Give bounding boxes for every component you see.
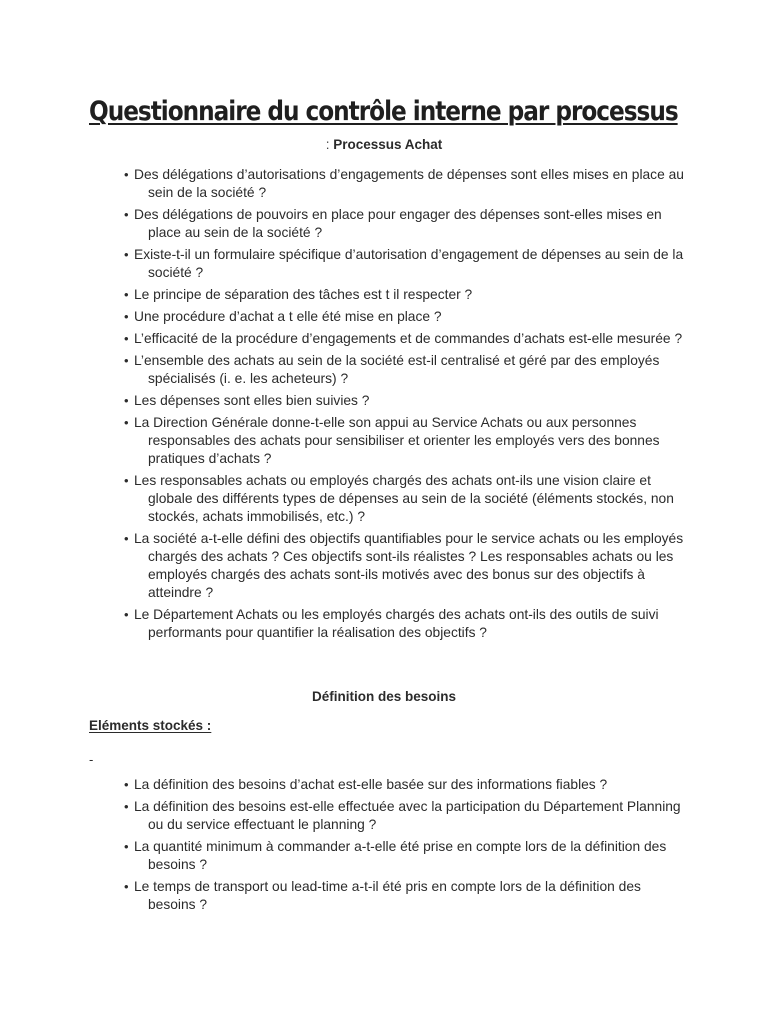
list-item bbox=[124, 206, 684, 242]
question-text: La Direction Générale donne-t-elle son appui au Service Achats ou aux personnes responsables des achats pour sensibiliser et orienter les employés vers des bonnes pratiques d’achats ? bbox=[134, 415, 660, 466]
bullet-icon: • bbox=[124, 207, 129, 222]
sub-heading: Eléments stockés : bbox=[89, 718, 212, 733]
bullet-icon: • bbox=[124, 353, 129, 368]
list-item bbox=[124, 776, 684, 794]
bullet-icon: • bbox=[124, 799, 129, 814]
subtitle-prefix: : bbox=[325, 137, 330, 152]
bullet-icon: • bbox=[124, 247, 129, 262]
list-item bbox=[124, 838, 684, 874]
subtitle bbox=[0, 137, 768, 152]
bullet-icon: • bbox=[124, 531, 129, 546]
bullet-icon: • bbox=[124, 415, 129, 430]
list-item bbox=[124, 286, 684, 304]
bullet-icon: • bbox=[124, 287, 129, 302]
bullet-icon: • bbox=[124, 777, 129, 792]
bullet-icon: • bbox=[124, 607, 129, 622]
section-heading: Définition des besoins bbox=[311, 689, 457, 704]
question-text: Le principe de séparation des tâches est t il respecter ? bbox=[134, 287, 473, 302]
question-text: Les responsables achats ou employés chargés des achats ont-ils une vision claire et globale des différents types de dépenses au sein de la société (éléments stockés, non stockés, achats immobilisés, etc.) ? bbox=[134, 473, 674, 524]
question-text: La définition des besoins est-elle effectuée avec la participation du Département Planning ou du service effectuant le planning ? bbox=[134, 799, 681, 832]
needs-question-list bbox=[124, 776, 684, 918]
page-title: Questionnaire du contrôle interne par processus bbox=[89, 96, 678, 127]
list-item bbox=[124, 308, 684, 326]
list-item bbox=[124, 798, 684, 834]
question-text: Une procédure d’achat a t elle été mise en place ? bbox=[134, 309, 442, 324]
bullet-icon: • bbox=[124, 839, 129, 854]
list-item bbox=[124, 330, 684, 348]
list-item bbox=[124, 472, 684, 526]
bullet-icon: • bbox=[124, 309, 129, 324]
list-item bbox=[124, 530, 684, 602]
list-item bbox=[124, 606, 684, 642]
bullet-icon: • bbox=[124, 331, 129, 346]
list-item bbox=[124, 352, 684, 388]
bullet-icon: • bbox=[124, 167, 129, 182]
dash-marker: - bbox=[89, 752, 94, 767]
list-item bbox=[124, 878, 684, 914]
process-question-list bbox=[124, 166, 684, 646]
question-text: Les dépenses sont elles bien suivies ? bbox=[134, 393, 370, 408]
question-text: Des délégations de pouvoirs en place pour engager des dépenses sont-elles mises en place au sein de la société ? bbox=[134, 207, 662, 240]
list-item bbox=[124, 246, 684, 282]
question-text: Le Département Achats ou les employés chargés des achats ont-ils des outils de suivi performants pour quantifier la réalisation des objectifs ? bbox=[134, 607, 659, 640]
question-text: La définition des besoins d’achat est-elle basée sur des informations fiables ? bbox=[134, 777, 608, 792]
question-text: La société a-t-elle défini des objectifs quantifiables pour le service achats ou les employés chargés des achats ? Ces objectifs sont-ils réalistes ? Les responsables achats ou les employés chargés des achats sont-ils motivés avec des bonus sur des objectifs à atteindre ? bbox=[134, 531, 684, 600]
list-item bbox=[124, 392, 684, 410]
question-text: L’ensemble des achats au sein de la société est-il centralisé et géré par des employés spécialisés (i. e. les acheteurs) ? bbox=[134, 353, 660, 386]
subtitle-label: Processus Achat bbox=[333, 137, 443, 152]
bullet-icon: • bbox=[124, 879, 129, 894]
list-item bbox=[124, 414, 684, 468]
question-text: Le temps de transport ou lead-time a-t-il été pris en compte lors de la définition des besoins ? bbox=[134, 879, 641, 912]
question-text: La quantité minimum à commander a-t-elle été prise en compte lors de la définition des besoins ? bbox=[134, 839, 667, 872]
list-item bbox=[124, 166, 684, 202]
question-text: Existe-t-il un formulaire spécifique d’autorisation d’engagement de dépenses au sein de la société ? bbox=[134, 247, 684, 280]
bullet-icon: • bbox=[124, 473, 129, 488]
bullet-icon: • bbox=[124, 393, 129, 408]
question-text: L’efficacité de la procédure d’engagements et de commandes d’achats est-elle mesurée ? bbox=[134, 331, 683, 346]
question-text: Des délégations d’autorisations d’engagements de dépenses sont elles mises en place au sein de la société ? bbox=[134, 167, 684, 200]
